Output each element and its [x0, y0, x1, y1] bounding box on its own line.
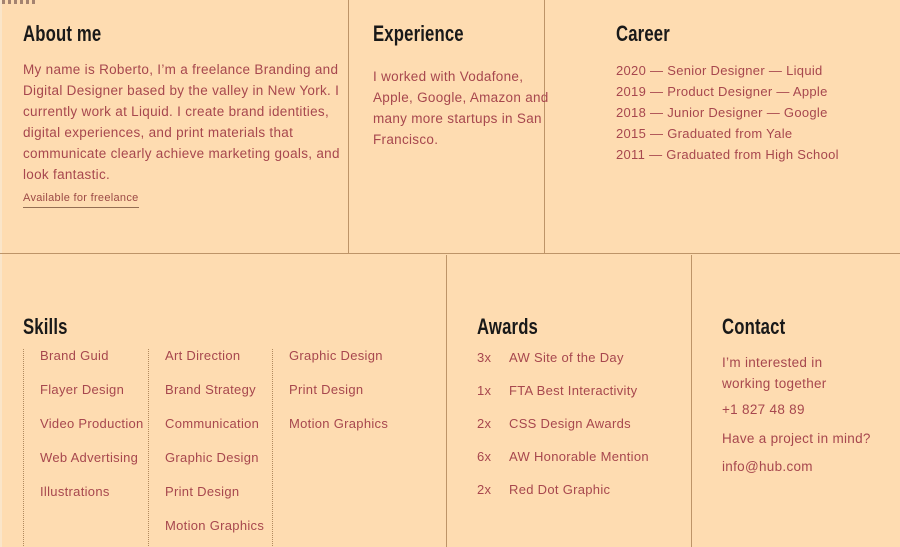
career-entry: 2015 — Graduated from Yale [616, 126, 793, 141]
skills-title: Skills [23, 314, 68, 339]
award-entry [477, 417, 681, 430]
contact-section [693, 255, 900, 547]
skills-column-1 [23, 349, 148, 546]
available-for-freelance-link[interactable]: Available for freelance [23, 192, 139, 208]
award-name: AW Honorable Mention [509, 449, 649, 464]
award-entry [477, 384, 681, 397]
career-title: Career [616, 21, 670, 46]
award-entry [477, 450, 681, 463]
award-count: 2x [477, 416, 492, 431]
awards-list [477, 351, 681, 496]
career-section [546, 0, 900, 253]
about-body: My name is Roberto, I’m a freelance Branding and Digital Designer based by the valley in New York. I currently work at Liquid. I create brand identities, digital experiences, and print materials that communicate clearly achieve marketing goals, and look fantastic. [23, 62, 340, 182]
skill-item: Web Advertising [40, 450, 139, 465]
skills-column-3 [272, 349, 432, 546]
skill-item: Communication [165, 416, 260, 431]
skill-item: Motion Graphics [289, 416, 389, 431]
skill-item: Graphic Design [289, 348, 383, 363]
skill-item: Graphic Design [165, 450, 259, 465]
award-name: Red Dot Graphic [509, 482, 611, 497]
career-entry: 2019 — Product Designer — Apple [616, 84, 828, 99]
awards-section [448, 255, 692, 547]
award-count: 3x [477, 350, 492, 365]
skill-item: Print Design [289, 382, 364, 397]
contact-email-link[interactable]: info@hub.com [722, 459, 813, 474]
about-title: About me [23, 21, 102, 46]
skills-column-2 [148, 349, 272, 546]
career-entry: 2011 — Graduated from High School [616, 147, 839, 162]
skill-item: Print Design [165, 484, 240, 499]
career-list [616, 60, 890, 165]
skill-item: Motion Graphics [165, 518, 265, 533]
award-name: AW Site of the Day [509, 350, 624, 365]
skills-section [0, 255, 447, 547]
contact-phone[interactable]: +1 827 48 89 [722, 402, 805, 417]
award-count: 1x [477, 383, 492, 398]
awards-title: Awards [477, 314, 539, 339]
award-count: 2x [477, 482, 492, 497]
career-entry: 2018 — Junior Designer — Google [616, 105, 828, 120]
experience-section [350, 0, 549, 253]
skill-item: Illustrations [40, 484, 110, 499]
skill-item: Flayer Design [40, 382, 125, 397]
award-count: 6x [477, 449, 492, 464]
experience-title: Experience [373, 21, 464, 46]
award-name: FTA Best Interactivity [509, 383, 638, 398]
about-section [0, 0, 349, 253]
contact-question: Have a project in mind? [722, 431, 871, 446]
skills-columns [23, 349, 436, 546]
contact-title: Contact [722, 314, 786, 339]
bottom-row [0, 255, 900, 547]
award-entry [477, 351, 681, 364]
skill-item: Brand Guid [40, 348, 109, 363]
award-name: CSS Design Awards [509, 416, 631, 431]
top-row [0, 0, 900, 254]
career-entry: 2020 — Senior Designer — Liquid [616, 63, 823, 78]
skill-item: Video Production [40, 416, 144, 431]
experience-body: I worked with Vodafone, Apple, Google, Amazon and many more startups in San Francisco. [373, 69, 549, 147]
award-entry [477, 483, 681, 496]
skill-item: Art Direction [165, 348, 241, 363]
skill-item: Brand Strategy [165, 382, 256, 397]
contact-message: I’m interested in working together [722, 355, 827, 391]
